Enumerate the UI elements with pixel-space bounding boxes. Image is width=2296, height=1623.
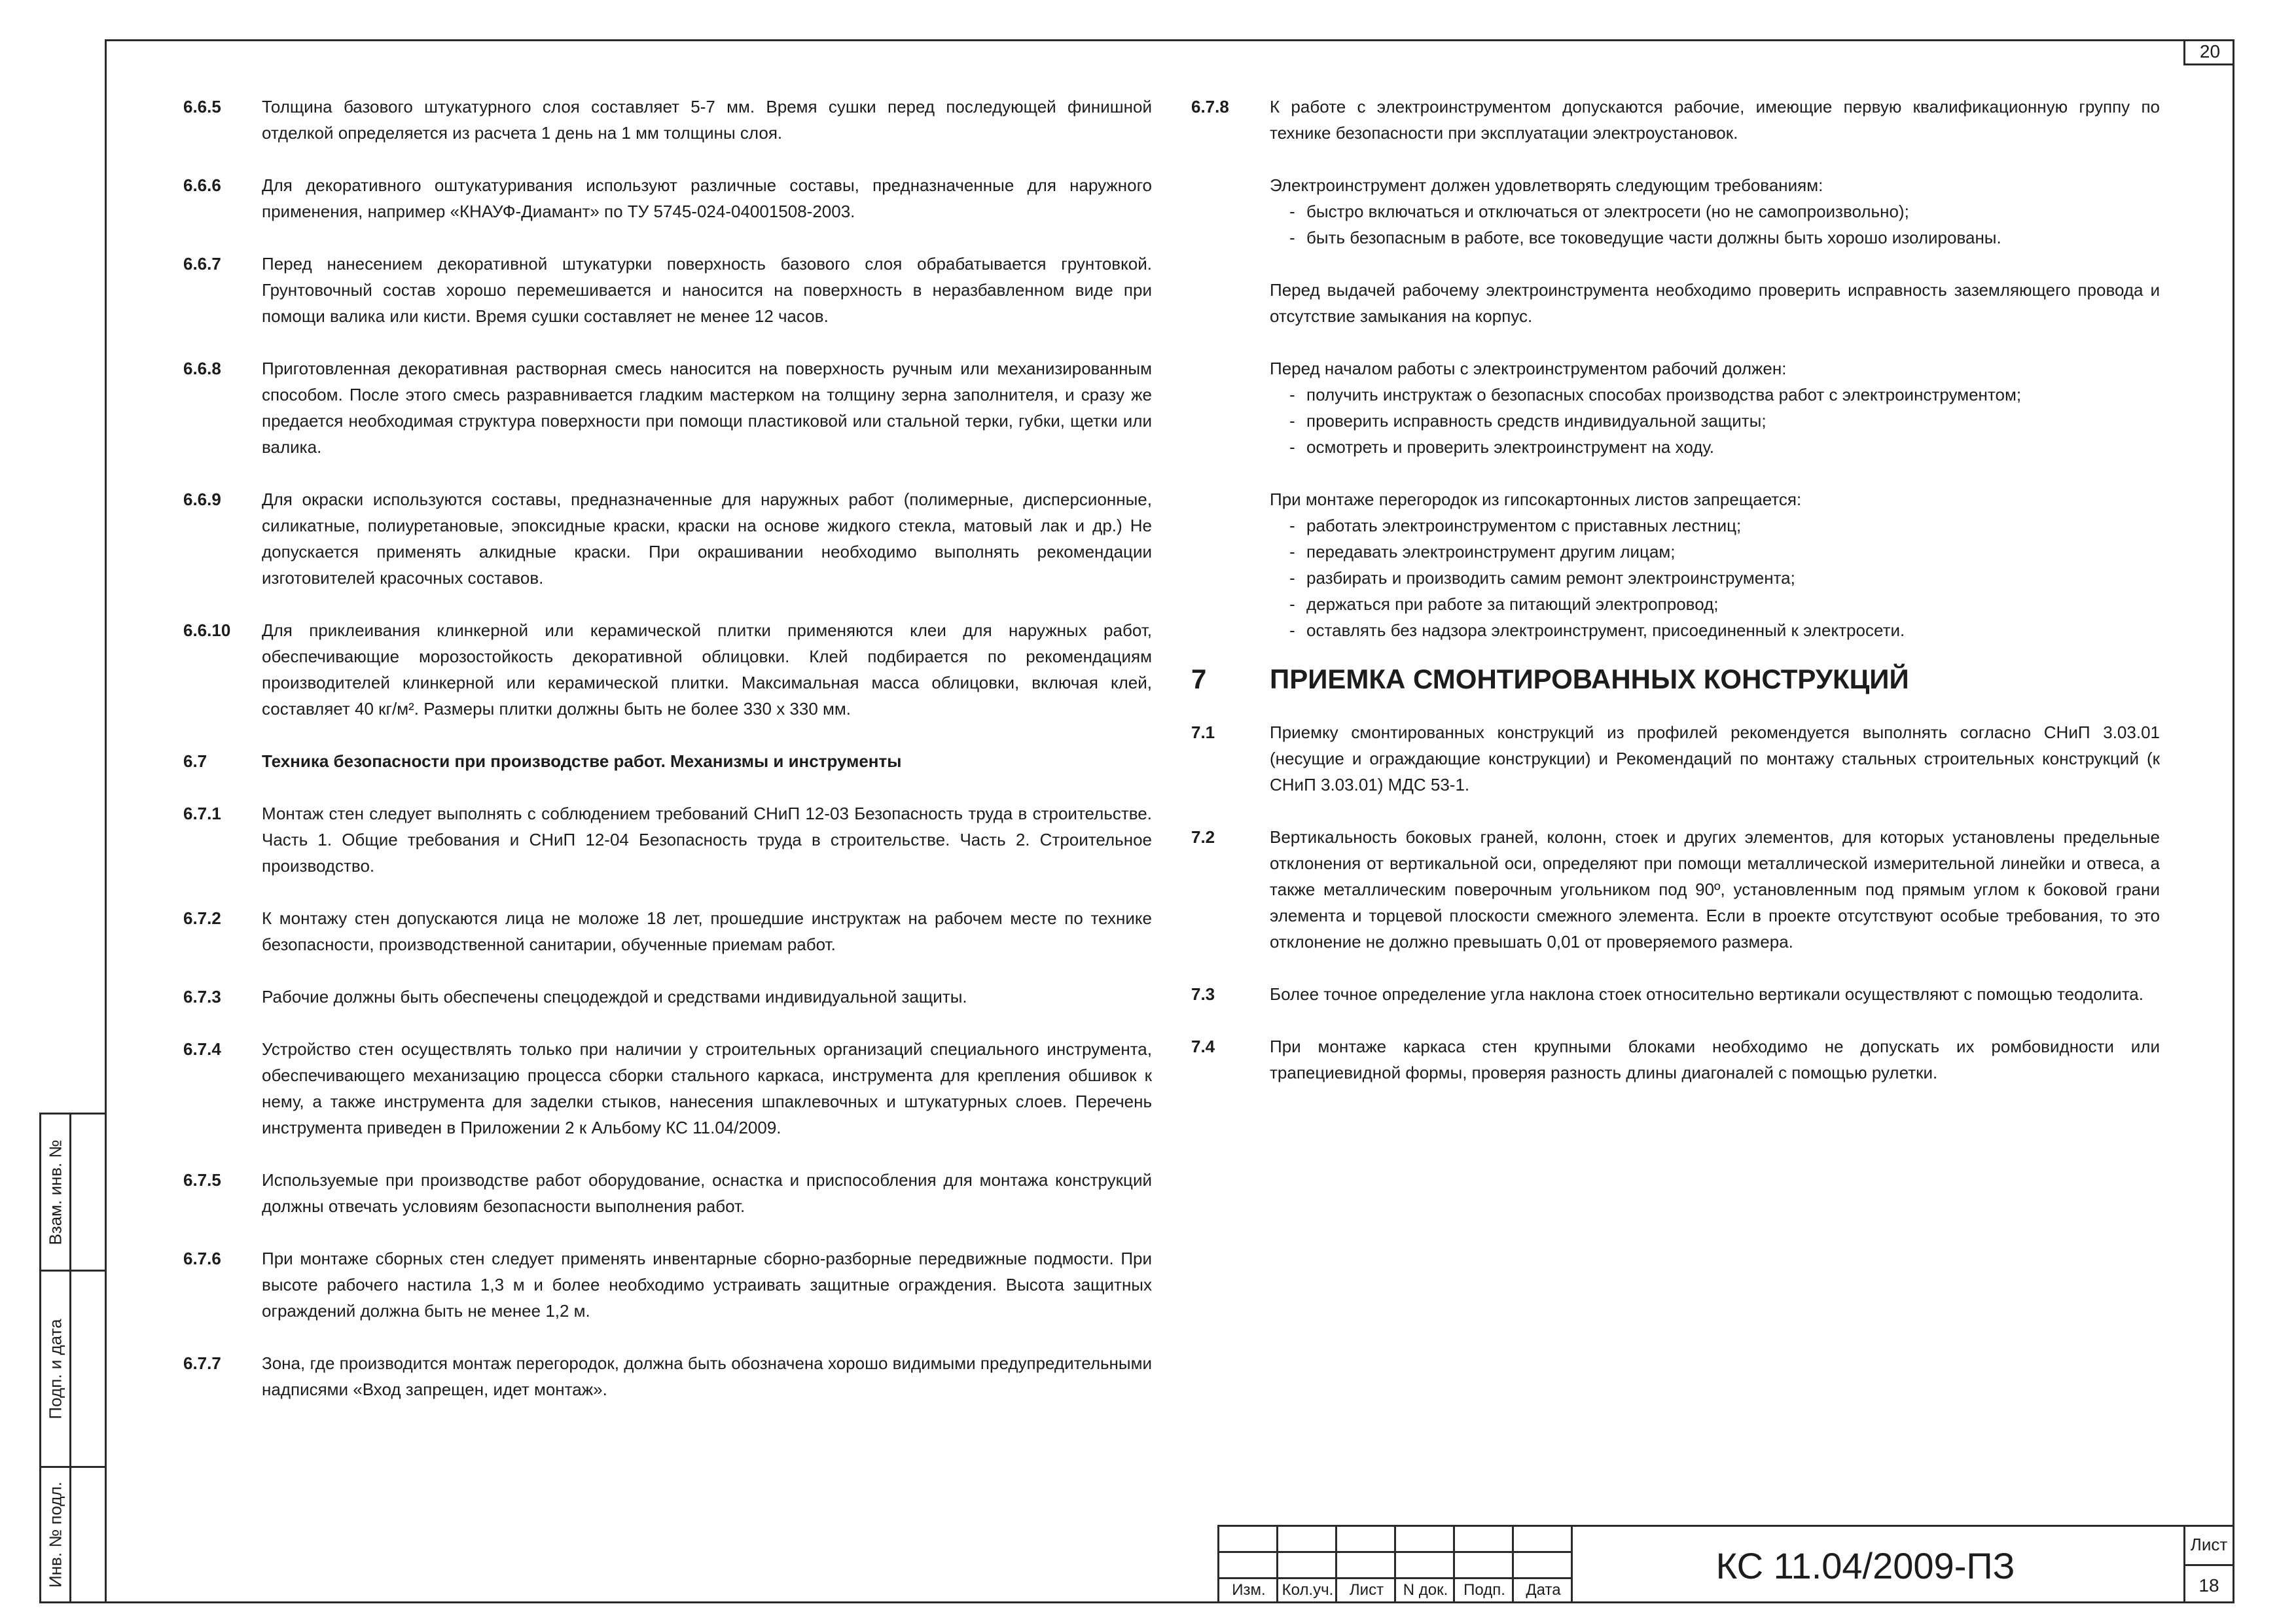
paragraph-7-3 bbox=[1191, 981, 2160, 1007]
requirements-block bbox=[1191, 172, 2160, 251]
chapter-title: ПРИЕМКА СМОНТИРОВАННЫХ КОНСТРУКЦИЙ bbox=[1270, 664, 1909, 694]
stamp-header-data: Дата bbox=[1526, 1581, 1561, 1599]
before-work-list bbox=[1270, 382, 2160, 460]
paragraph-6-7-4 bbox=[183, 1036, 1152, 1141]
paragraph-number: 6.7.6 bbox=[183, 1249, 221, 1268]
list-item: - передавать электроинструмент другим лицам; bbox=[1289, 539, 2160, 565]
paragraph-text: К монтажу стен допускаются лица не моложе 18 лет, прошедшие инструктаж на рабочем месте по технике безопасности, производственной санитарии, обученные приемам работ. bbox=[262, 908, 1152, 954]
paragraph-number: 6.6.9 bbox=[183, 490, 221, 509]
paragraph-text: При монтаже сборных стен следует применять инвентарные сборно-разборные передвижные подмости. При высоте рабочего настила 1,3 м и более необходимо устраивать защитные ограждения. Высота защитных ограждений должна быть не менее 1,2 м. bbox=[262, 1249, 1152, 1321]
paragraph-6-6-9 bbox=[183, 486, 1152, 591]
paragraph-6-7-5 bbox=[183, 1167, 1152, 1219]
stamp-header-podp: Подп. bbox=[1463, 1581, 1505, 1599]
paragraph-6-7-1 bbox=[183, 800, 1152, 879]
grounding-check-paragraph bbox=[1191, 277, 2160, 329]
paragraph-text: Приемку смонтированных конструкций из профилей рекомендуется выполнять согласно СНиП 3.03.01 (несущие и ограждающие конструкции) и Рекомендаций по монтажу стальных строительных конструкций (к СНиП 3.03.01) МДС 53-1. bbox=[1270, 722, 2160, 794]
document-code: КС 11.04/2009-ПЗ bbox=[1715, 1545, 2015, 1586]
requirements-list bbox=[1270, 198, 2160, 251]
paragraph-text: К работе с электроинструментом допускаются рабочие, имеющие первую квалификационную группу по технике безопасности при эксплуатации электроустановок. bbox=[1270, 97, 2160, 143]
left-column bbox=[183, 94, 1152, 1429]
paragraph-6-6-7 bbox=[183, 251, 1152, 329]
paragraph-number: 7.1 bbox=[1191, 722, 1215, 742]
side-stamp bbox=[39, 1113, 105, 1603]
paragraph-text: Устройство стен осуществлять только при наличии у строительных организаций специального инструмента, обеспечивающего механизацию процесса сборки стального каркаса, инструмента для крепления обшивок к нему, а также инструмента для заделки стыков, нанесения шпаклевочных и штукатурных слоев. Перечень инструмента приведен в Приложении 2 к Альбому КС 11.04/2009. bbox=[262, 1039, 1152, 1137]
sheet-number: 18 bbox=[2183, 1564, 2234, 1603]
paragraph-6-6-5 bbox=[183, 94, 1152, 146]
paragraph-number: 6.6.10 bbox=[183, 620, 231, 640]
paragraph-6-7-8 bbox=[1191, 94, 2160, 146]
list-item: - осмотреть и проверить электроинструмент на ходу. bbox=[1289, 434, 2160, 460]
paragraph-7-1 bbox=[1191, 719, 2160, 798]
paragraph-number: 6.7.2 bbox=[183, 908, 221, 928]
paragraph-text: Более точное определение угла наклона стоек относительно вертикали осуществляют с помощью теодолита. bbox=[1270, 984, 2144, 1004]
stamp-header-list: Лист bbox=[1349, 1581, 1384, 1599]
paragraph-6-7-2 bbox=[183, 905, 1152, 957]
paragraph-number: 6.6.6 bbox=[183, 175, 221, 195]
paragraph-number: 6.7.5 bbox=[183, 1170, 221, 1190]
paragraph-text: Приготовленная декоративная растворная смесь наносится на поверхность ручным или механизированным способом. После этого смесь разравнивается гладким мастерком на толщину зерна заполнителя, и сразу же предается необходимая структура поверхности при помощи пластиковой или стальной терки, губки, щетки или валика. bbox=[262, 359, 1152, 457]
forbidden-block bbox=[1191, 486, 2160, 643]
paragraph-number: 7.3 bbox=[1191, 984, 1215, 1004]
paragraph-6-6-10 bbox=[183, 617, 1152, 722]
paragraph-text: Перед нанесением декоративной штукатурки поверхность базового слоя обрабатывается грунтовкой. Грунтовочный состав хорошо перемешивается и наносится на поверхность в неразбавленном виде при помощи валика или кисти. Время сушки составляет не менее 12 часов. bbox=[262, 254, 1152, 326]
paragraph-text: Для приклеивания клинкерной или керамической плитки применяются клеи для наружных работ, обеспечивающие морозостойкость декоративной облицовки. Клей подбирается по рекомендациям производителей клинкерной или керамической плитки. Максимальная масса облицовки, включая клей, составляет 40 кг/м². Размеры плитки должны быть не более 330 х 330 мм. bbox=[262, 620, 1152, 719]
paragraph-text: Рабочие должны быть обеспечены спецодеждой и средствами индивидуальной защиты. bbox=[262, 987, 967, 1007]
sheet-label: Лист bbox=[2190, 1535, 2228, 1554]
list-item: - быть безопасным в работе, все токоведущие части должны быть хорошо изолированы. bbox=[1289, 224, 2160, 251]
side-label-podp: Подп. и дата bbox=[45, 1318, 65, 1419]
paragraph-6-6-6 bbox=[183, 172, 1152, 224]
right-column bbox=[1191, 94, 2160, 1112]
paragraph-6-6-8 bbox=[183, 355, 1152, 460]
list-item: - проверить исправность средств индивидуальной защиты; bbox=[1289, 408, 2160, 434]
top-page-number: 20 bbox=[2183, 39, 2234, 65]
paragraph-number: 6.6.5 bbox=[183, 97, 221, 116]
chapter-number: 7 bbox=[1191, 664, 1207, 694]
paragraph-number: 6.7.7 bbox=[183, 1353, 221, 1373]
paragraph-text: Для окраски используются составы, предназначенные для наружных работ (полимерные, дисперсионные, силикатные, полиуретановые, эпоксидные краски, краски на основе жидкого стекла, матовый лак и др.) Не допускается применять алкидные краски. При окрашивании необходимо выполнять рекомендации изготовителей красочных составов. bbox=[262, 490, 1152, 588]
paragraph-text: Перед выдачей рабочему электроинструмента необходимо проверить исправность заземляющего провода и отсутствие замыкания на корпус. bbox=[1270, 280, 2160, 326]
requirements-intro: Электроинструмент должен удовлетворять следующим требованиям: bbox=[1270, 175, 1823, 195]
side-label-vzam: Взам. инв. № bbox=[45, 1139, 65, 1245]
side-cell-inv bbox=[41, 1468, 105, 1601]
list-item: - быстро включаться и отключаться от электросети (но не самопроизвольно); bbox=[1289, 198, 2160, 224]
section-number: 6.7 bbox=[183, 751, 207, 771]
stamp-header-ndok: N док. bbox=[1403, 1581, 1448, 1599]
side-cell-podp bbox=[41, 1272, 105, 1468]
side-label-inv: Инв. № подл. bbox=[45, 1482, 65, 1588]
paragraph-text: Толщина базового штукатурного слоя составляет 5-7 мм. Время сушки перед последующей финишной отделкой определяется из расчета 1 день на 1 мм толщины слоя. bbox=[262, 97, 1152, 143]
chapter-heading-7 bbox=[1191, 663, 2160, 696]
paragraph-number: 6.7.8 bbox=[1191, 97, 1229, 116]
forbidden-list bbox=[1270, 512, 2160, 643]
paragraph-7-4 bbox=[1191, 1033, 2160, 1086]
paragraph-7-2 bbox=[1191, 824, 2160, 955]
paragraph-text: Для декоративного оштукатуривания используют различные составы, предназначенные для наружного применения, например «КНАУФ-Диамант» по ТУ 5745-024-04001508-2003. bbox=[262, 175, 1152, 221]
paragraph-number: 7.4 bbox=[1191, 1037, 1215, 1056]
section-title: Техника безопасности при производстве работ. Механизмы и инструменты bbox=[262, 751, 902, 771]
paragraph-text: Монтаж стен следует выполнять с соблюдением требований СНиП 12-03 Безопасность труда в строительстве. Часть 1. Общие требования и СНиП 12-04 Безопасность труда в строительстве. Часть 2. Строительное производство. bbox=[262, 804, 1152, 876]
paragraph-6-7-3 bbox=[183, 984, 1152, 1010]
paragraph-number: 6.7.1 bbox=[183, 804, 221, 823]
paragraph-number: 6.6.7 bbox=[183, 254, 221, 274]
list-item: - работать электроинструментом с приставных лестниц; bbox=[1289, 512, 2160, 539]
stamp-header-izm: Изм. bbox=[1232, 1581, 1266, 1599]
paragraph-text: Используемые при производстве работ оборудование, оснастка и приспособления для монтажа конструкций должны отвечать условиям безопасности выполнения работ. bbox=[262, 1170, 1152, 1216]
list-item: - оставлять без надзора электроинструмент, присоединенный к электросети. bbox=[1289, 617, 2160, 643]
side-cell-vzam bbox=[41, 1115, 105, 1272]
section-heading-6-7 bbox=[183, 748, 1152, 774]
paragraph-number: 6.7.3 bbox=[183, 987, 221, 1007]
paragraph-6-7-6 bbox=[183, 1245, 1152, 1324]
paragraph-number: 7.2 bbox=[1191, 827, 1215, 847]
paragraph-number: 6.6.8 bbox=[183, 359, 221, 378]
paragraph-6-7-7 bbox=[183, 1350, 1152, 1402]
list-item: - разбирать и производить самим ремонт электроинструмента; bbox=[1289, 565, 2160, 591]
paragraph-text: Вертикальность боковых граней, колонн, стоек и других элементов, для которых установлены предельные отклонения от вертикальной оси, определяют при помощи металлической измерительной линейки и отвеса, а также металлическим поверочным угольником под 90º, установленным под прямым углом к боковой грани элемента и торцевой плоскости смежного элемента. Если в проекте отсутствуют особые требования, то это отклонение не должно превышать 0,01 от проверяемого размера. bbox=[1270, 827, 2160, 952]
list-item: - держаться при работе за питающий электропровод; bbox=[1289, 591, 2160, 617]
before-work-block bbox=[1191, 355, 2160, 460]
before-work-intro: Перед началом работы с электроинструментом рабочий должен: bbox=[1270, 359, 1787, 378]
list-item: - получить инструктаж о безопасных способах производства работ с электроинструментом; bbox=[1289, 382, 2160, 408]
paragraph-number: 6.7.4 bbox=[183, 1039, 221, 1059]
forbidden-intro: При монтаже перегородок из гипсокартонных листов запрещается: bbox=[1270, 490, 1802, 509]
stamp-header-kol: Кол.уч. bbox=[1282, 1581, 1334, 1599]
paragraph-text: При монтаже каркаса стен крупными блоками необходимо не допускать их ромбовидности или трапециевидной формы, проверяя разность длины диагоналей с помощью рулетки. bbox=[1270, 1037, 2160, 1082]
paragraph-text: Зона, где производится монтаж перегородок, должна быть обозначена хорошо видимыми предупредительными надписями «Вход запрещен, идет монтаж». bbox=[262, 1353, 1152, 1399]
